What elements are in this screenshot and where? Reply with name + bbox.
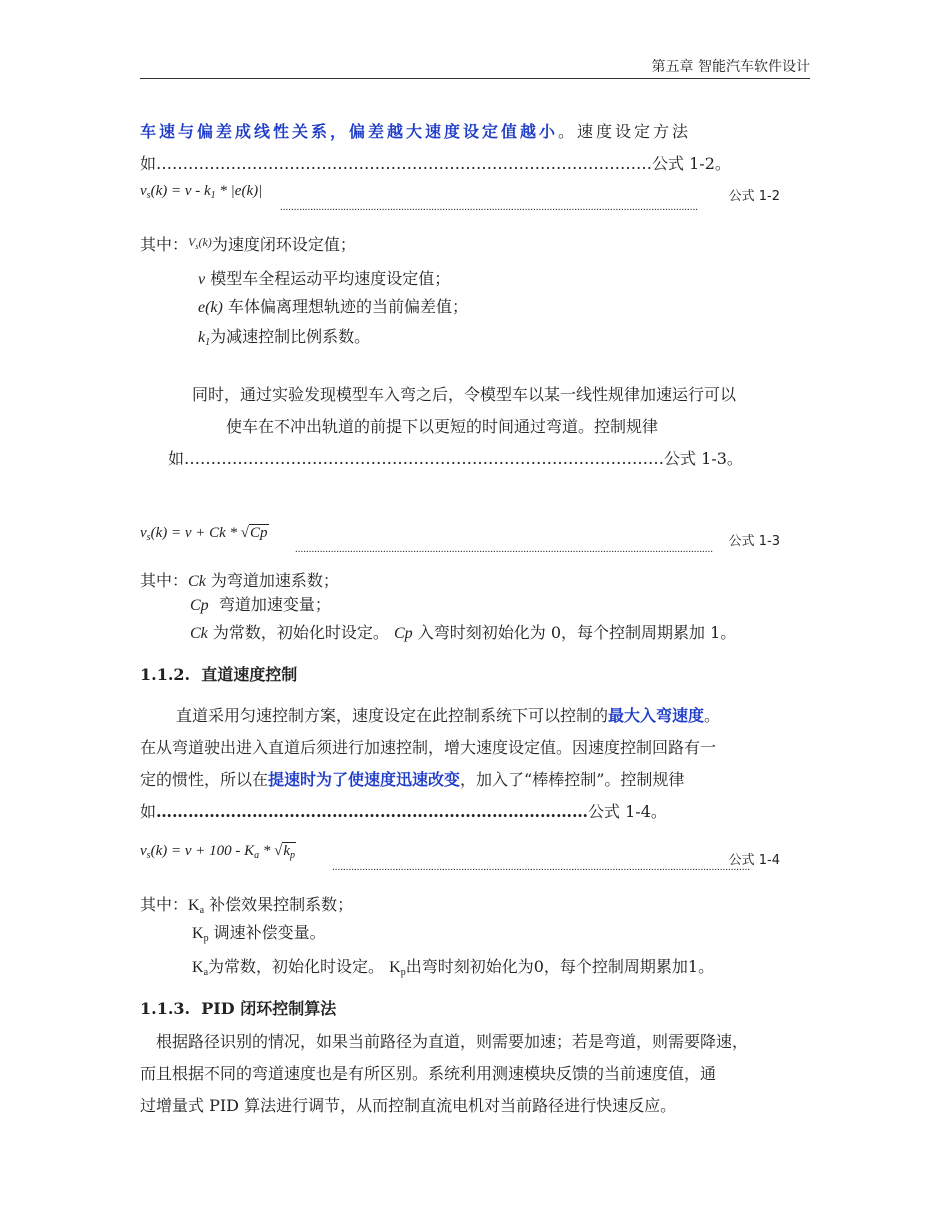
formula-tag: 公式 1-2 (728, 189, 780, 204)
paragraph-line: 过增量式 PID 算法进行调节，从而控制直流电机对当前路径进行快速反应。 (140, 1096, 677, 1115)
section-heading-1-1-3 (140, 996, 336, 1019)
cp-description: 弯道加速变量； (218, 595, 331, 614)
paragraph-line: 在从弯道驶出进入直道后须进行加速控制，增大速度设定值。因速度控制回路有一 (140, 738, 717, 757)
where-k1 (198, 324, 370, 348)
formula-tag: 公式 1-3 (728, 534, 780, 549)
kp-symbol: $K_p$ (192, 925, 209, 944)
where-kp (192, 920, 326, 944)
where-e (198, 294, 468, 317)
paragraph-line: 而且根据不同的弯道速度也是有所区别。系统利用测速模块反馈的当前速度值，通 (140, 1064, 717, 1083)
paragraph-text: 直道采用匀速控制方案，速度设定在此控制系统下可以控制的 (176, 706, 609, 725)
e-symbol: e(k) (198, 299, 223, 316)
cp-symbol: Cp (393, 625, 413, 642)
page-header (140, 56, 810, 79)
formula-expression: $v_s(k) = v + Ck * √Cp$ (140, 525, 268, 543)
ck-symbol: Ck (190, 625, 208, 642)
formula-expression: $v_s(k) = v + 100 - K_a * √k_p$ (140, 843, 296, 861)
highlight-linear-relation: 车速与偏差成线性关系，偏差越大速度设定值越小 (140, 122, 559, 141)
formula-1-3 (140, 520, 780, 555)
where-text: 其中： (140, 895, 189, 914)
kp-description: 调速补偿变量。 (213, 923, 326, 942)
ka-symbol: $K_a$ (192, 959, 209, 978)
where-cp (190, 592, 331, 615)
leader-dots: ........................................................................................................................................................ (295, 543, 713, 555)
highlight-speed-change: 提速时为了使速度迅速改变 (268, 770, 461, 789)
ck-symbol: Ck (188, 573, 206, 590)
paragraph-line: 使车在不冲出轨道的前提下以更短的时间通过弯道。控制规律 (226, 417, 659, 436)
kp-note: 。 (698, 957, 715, 976)
paragraph-line (168, 446, 743, 469)
paragraph-straight-speed (140, 700, 812, 828)
where-label (140, 232, 356, 255)
v-symbol: v (198, 271, 206, 288)
where-text: 其中： (140, 571, 189, 590)
where-ck (140, 568, 339, 591)
paragraph-pid (140, 1026, 812, 1122)
paragraph-line: 同时，通过实验发现模型车入弯之后，令模型车以某一线性规律加速运行可以 (192, 385, 737, 404)
formula-tag: 公式 1-4 (728, 853, 780, 868)
where-ka-kp (192, 954, 714, 978)
paragraph-text: 如 (140, 154, 157, 173)
paragraph-line: 根据路径识别的情况，如果当前路径为直道，则需要加速；若是弯道，则需要降速， (156, 1032, 749, 1051)
section-title: PID 闭环控制算法 (201, 999, 337, 1018)
kp-note: ，每个控制周期累加 (543, 957, 688, 976)
leader-dots: ……………………………………………………………………… (156, 802, 589, 821)
paragraph-text: 如 (168, 449, 185, 468)
ck-note: 为常数，初始化时设定。 (212, 623, 389, 642)
section-heading-1-1-2 (140, 662, 297, 685)
vs-symbol: Vs(k) (188, 235, 212, 251)
paragraph-text: 定的惯性，所以在 (140, 770, 269, 789)
formula-ref: 公式 1-4。 (588, 802, 667, 821)
where-v (198, 266, 450, 289)
paragraph-text: 如 (140, 802, 157, 821)
leader-dots: ………………………………………………………………………………… (156, 154, 653, 173)
highlight-max-speed: 最大入弯速度 (608, 706, 705, 725)
leader-dots: ........................................................................................................................................................ (332, 861, 750, 873)
leader-dots: ........................................................................................................................................................ (280, 201, 698, 213)
ck-description: 为弯道加速系数； (210, 571, 339, 590)
kp-increment: 1 (687, 957, 699, 976)
k1-description: 为减速控制比例系数。 (210, 327, 371, 346)
formula-ref: 公式 1-3。 (664, 449, 743, 468)
kp-note: 出弯时刻初始化为 (405, 957, 534, 976)
ka-symbol: $K_a$ (188, 897, 205, 916)
paragraph-speed-method (140, 116, 812, 180)
where-text: 其中： (140, 235, 189, 254)
vs-description: 为速度闭环设定值； (211, 235, 356, 254)
where-ka (140, 892, 353, 916)
formula-1-4 (140, 838, 780, 873)
formula-expression: $v_s(k) = v - k_1 * |e(k)|$ (140, 183, 263, 201)
kp-init-value: 0 (533, 957, 544, 976)
paragraph-text: 。速度设定方法 (558, 122, 692, 141)
e-description: 车体偏离理想轨迹的当前偏差值； (227, 297, 468, 316)
where-ck-cp (190, 620, 736, 643)
v-description: 模型车全程运动平均速度设定值； (210, 269, 451, 288)
section-number: 1.1.2. (140, 665, 191, 684)
leader-dots: ……………………………………………………………………………… (184, 449, 665, 468)
k1-symbol: $k_1$ (198, 329, 211, 348)
ka-description: 补偿效果控制系数； (209, 895, 354, 914)
section-title: 直道速度控制 (201, 665, 298, 684)
paragraph-text: ，加入了“棒棒控制”。控制规律 (460, 770, 685, 789)
cp-note: 入弯时刻初始化为 0，每个控制周期累加 1。 (417, 623, 737, 642)
formula-1-2 (140, 178, 780, 213)
formula-ref: 公式 1-2。 (652, 154, 731, 173)
paragraph-text: 。 (704, 706, 721, 725)
section-number: 1.1.3. (140, 999, 191, 1018)
ka-note: 为常数，初始化时设定。 (208, 957, 385, 976)
kp-symbol: $K_p$ (389, 959, 406, 978)
cp-symbol: Cp (190, 597, 209, 614)
chapter-title: 第五章 智能汽车软件设计 (651, 59, 810, 75)
